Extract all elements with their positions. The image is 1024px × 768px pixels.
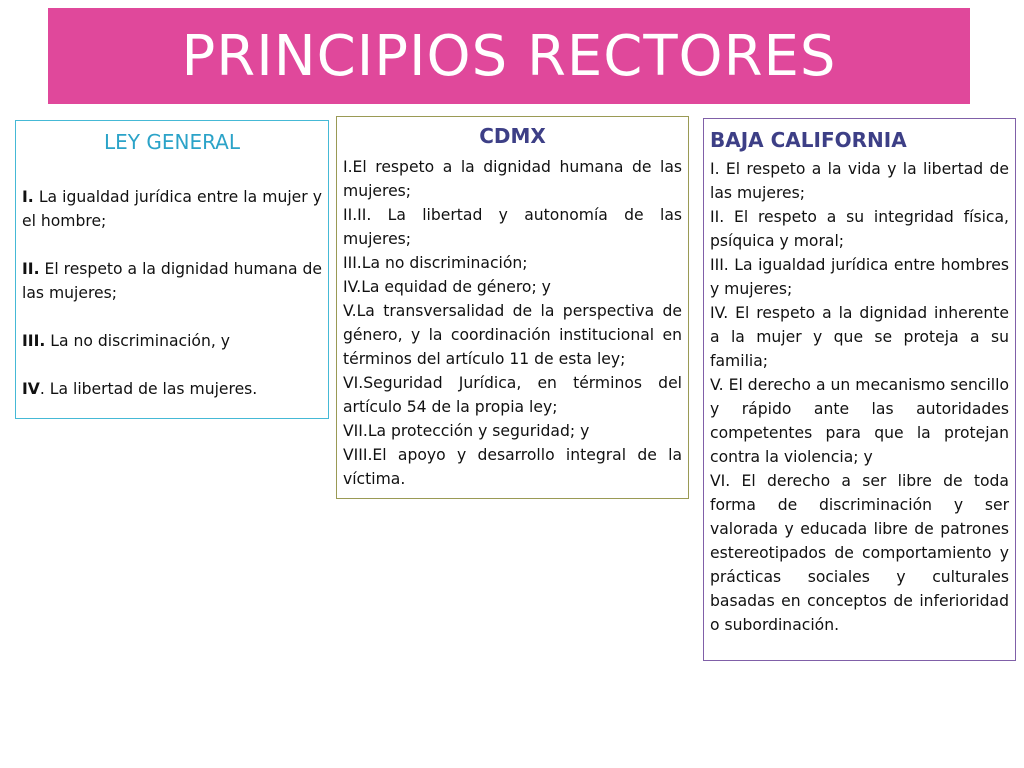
cdmx-item: VI.Seguridad Jurídica, en términos del artículo 54 de la propia ley; xyxy=(343,374,682,416)
item-text: El respeto a la dignidad humana de las mujeres; xyxy=(22,260,322,302)
title-banner xyxy=(48,8,970,104)
cdmx-item: II.II. La libertad y autonomía de las mujeres; xyxy=(343,206,682,248)
ley-general-panel xyxy=(15,120,329,419)
item-number: IV xyxy=(22,380,40,398)
ley-general-item xyxy=(22,185,322,233)
cdmx-item: VIII.El apoyo y desarrollo integral de la víctima. xyxy=(343,446,682,488)
ley-general-item xyxy=(22,257,322,305)
item-number: I. xyxy=(22,188,34,206)
ley-general-heading: LEY GENERAL xyxy=(104,130,240,154)
ley-general-item xyxy=(22,377,322,401)
baja-item: IV. El respeto a la dignidad inherente a la mujer y que se proteja a su familia; xyxy=(710,304,1009,370)
item-text: . La libertad de las mujeres. xyxy=(39,380,258,398)
baja-california-heading: BAJA CALIFORNIA xyxy=(710,128,907,152)
item-text: La no discriminación, y xyxy=(45,332,230,350)
cdmx-item: IV.La equidad de género; y xyxy=(343,278,551,296)
item-text: La igualdad jurídica entre la mujer y el hombre; xyxy=(22,188,322,230)
baja-item: I. El respeto a la vida y la libertad de las mujeres; xyxy=(710,160,1009,202)
baja-item: III. La igualdad jurídica entre hombres y mujeres; xyxy=(710,256,1009,298)
baja-california-panel xyxy=(703,118,1016,661)
cdmx-item: VII.La protección y seguridad; y xyxy=(343,422,590,440)
cdmx-panel xyxy=(336,116,689,499)
baja-item: II. El respeto a su integridad física, psíquica y moral; xyxy=(710,208,1009,250)
item-number: II. xyxy=(22,260,40,278)
baja-item: V. El derecho a un mecanismo sencillo y rápido ante las autoridades competentes para que la protejan contra la violencia; y xyxy=(710,376,1009,466)
cdmx-heading: CDMX xyxy=(479,124,546,148)
cdmx-item: V.La transversalidad de la perspectiva de género, y la coordinación institucional en términos del artículo 11 de esta ley; xyxy=(343,302,682,368)
item-number: III. xyxy=(22,332,46,350)
page-title: PRINCIPIOS RECTORES xyxy=(181,23,837,89)
baja-item: VI. El derecho a ser libre de toda forma de discriminación y ser valorada y educada libre de patrones estereotipados de comportamiento y prácticas sociales y culturales basadas en conceptos de inferioridad o subordinación. xyxy=(710,472,1009,634)
cdmx-item: III.La no discriminación; xyxy=(343,254,528,272)
ley-general-item xyxy=(22,329,322,353)
cdmx-item: I.El respeto a la dignidad humana de las mujeres; xyxy=(343,158,682,200)
